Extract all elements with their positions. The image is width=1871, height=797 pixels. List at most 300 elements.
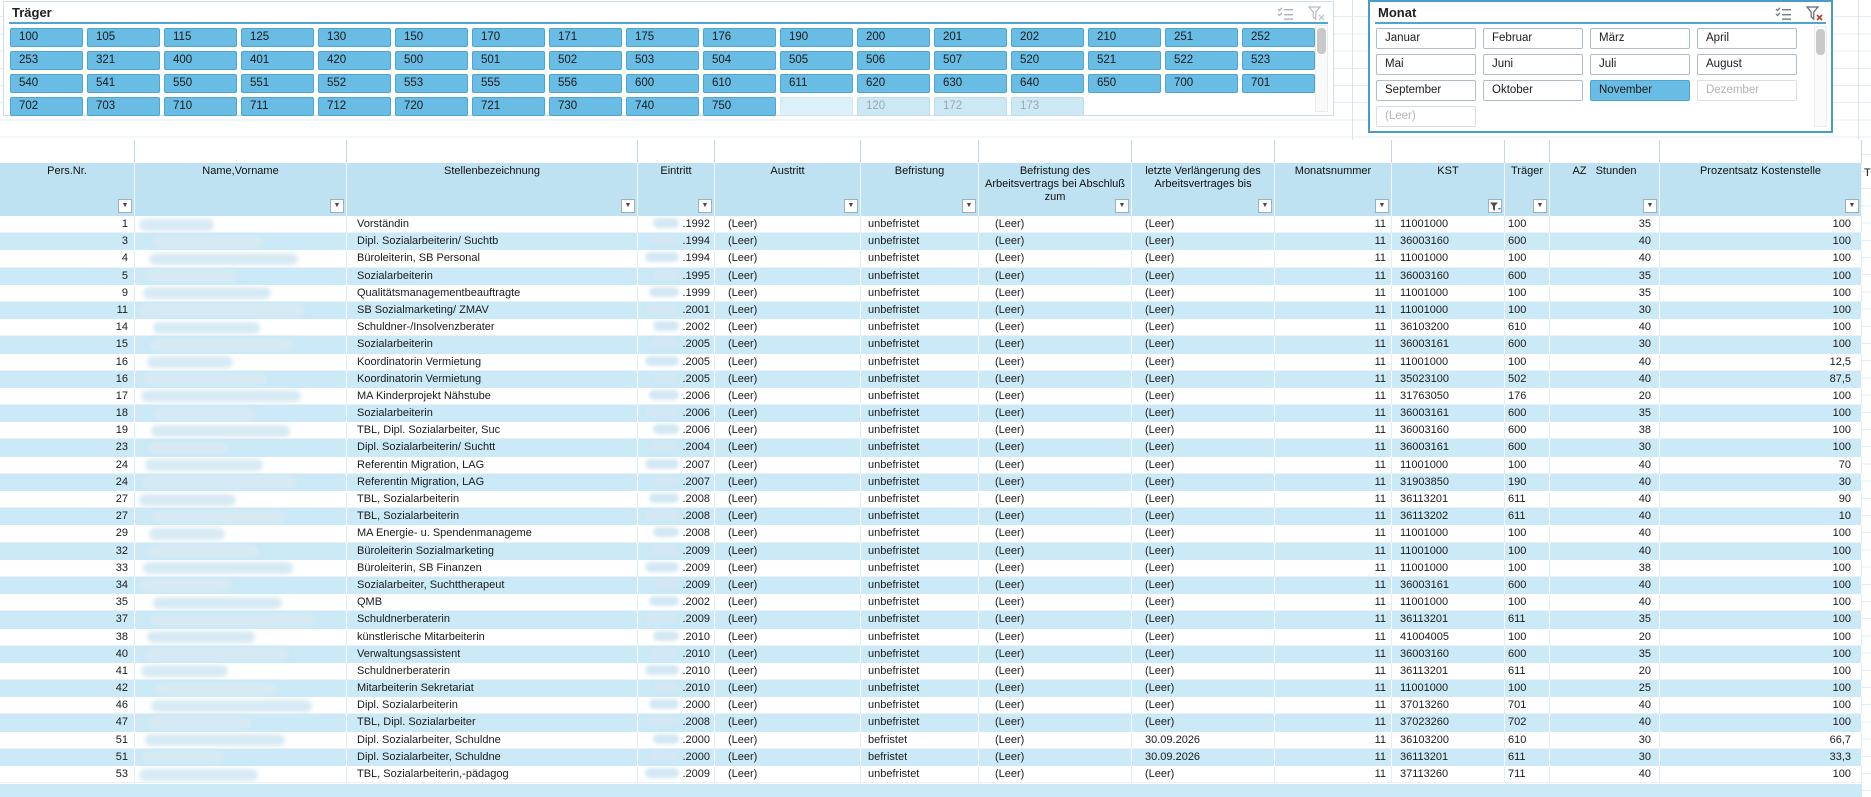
monat-slicer-scrollbar[interactable] — [1814, 26, 1827, 127]
cell-letzte-verlaengerung[interactable]: (Leer) — [1132, 663, 1275, 680]
traeger-slicer-item-502[interactable]: 502 — [549, 51, 622, 70]
cell-letzte-verlaengerung[interactable]: (Leer) — [1132, 422, 1275, 439]
cell-letzte-verlaengerung[interactable]: (Leer) — [1132, 577, 1275, 594]
cell-pers-nr[interactable]: 1 — [0, 216, 135, 233]
cell-kst[interactable]: 36113201 — [1392, 611, 1505, 628]
cell-austritt[interactable]: (Leer) — [715, 732, 861, 749]
cell-name[interactable] — [135, 525, 347, 542]
cell-kst[interactable]: 11001000 — [1392, 594, 1505, 611]
cell-befristung-abschluss[interactable]: (Leer) — [979, 508, 1132, 525]
cell-az-stunden[interactable]: 38 — [1550, 422, 1660, 439]
cell-eintritt[interactable] — [638, 457, 715, 474]
cell-prozentsatz[interactable]: 87,5 — [1660, 371, 1862, 388]
cell-letzte-verlaengerung[interactable]: (Leer) — [1132, 405, 1275, 422]
cell-kst[interactable]: 36003160 — [1392, 233, 1505, 250]
monat-slicer-item-November[interactable]: November — [1590, 80, 1690, 101]
cell-austritt[interactable]: (Leer) — [715, 354, 861, 371]
cell-monatsnummer[interactable]: 11 — [1275, 749, 1392, 766]
traeger-slicer-item-503[interactable]: 503 — [626, 51, 699, 70]
cell-name[interactable] — [135, 611, 347, 628]
traeger-slicer-item-703[interactable]: 703 — [87, 97, 160, 116]
cell-eintritt[interactable] — [638, 371, 715, 388]
cell-monatsnummer[interactable]: 11 — [1275, 285, 1392, 302]
cell-kst[interactable]: 35023100 — [1392, 371, 1505, 388]
cell-stellenbezeichnung[interactable]: Sozialarbeiter, Suchttherapeut — [347, 577, 638, 594]
cell-prozentsatz[interactable]: 100 — [1660, 560, 1862, 577]
cell-name[interactable] — [135, 714, 347, 731]
cell-kst[interactable]: 11001000 — [1392, 250, 1505, 267]
traeger-slicer-item-505[interactable]: 505 — [780, 51, 853, 70]
traeger-slicer-item-720[interactable]: 720 — [395, 97, 468, 116]
cell-pers-nr[interactable]: 23 — [0, 439, 135, 456]
cell-traeger[interactable]: 600 — [1505, 405, 1550, 422]
traeger-slicer-item-710[interactable]: 710 — [164, 97, 237, 116]
cell-pers-nr[interactable]: 38 — [0, 629, 135, 646]
cell-befristung[interactable]: unbefristet — [861, 302, 979, 319]
cell-befristung[interactable]: unbefristet — [861, 439, 979, 456]
cell-letzte-verlaengerung[interactable]: 30.09.2026 — [1132, 732, 1275, 749]
cell-prozentsatz[interactable]: 100 — [1660, 388, 1862, 405]
monat-slicer-item-März[interactable]: März — [1590, 28, 1690, 49]
cell-befristung[interactable]: unbefristet — [861, 491, 979, 508]
cell-traeger[interactable]: 100 — [1505, 560, 1550, 577]
cell-prozentsatz[interactable]: 33,3 — [1660, 749, 1862, 766]
cell-stellenbezeichnung[interactable]: Dipl. Sozialarbeiter, Schuldne — [347, 749, 638, 766]
cell-befristung[interactable]: unbefristet — [861, 508, 979, 525]
cell-austritt[interactable]: (Leer) — [715, 233, 861, 250]
cell-eintritt[interactable] — [638, 319, 715, 336]
cell-name[interactable] — [135, 732, 347, 749]
cell-befristung-abschluss[interactable]: (Leer) — [979, 474, 1132, 491]
traeger-slicer-item-712[interactable]: 712 — [318, 97, 391, 116]
traeger-slicer-item-556[interactable]: 556 — [549, 74, 622, 93]
cell-befristung-abschluss[interactable]: (Leer) — [979, 697, 1132, 714]
cell-pers-nr[interactable]: 14 — [0, 319, 135, 336]
cell-stellenbezeichnung[interactable]: Dipl. Sozialarbeiter, Schuldne — [347, 732, 638, 749]
cell-monatsnummer[interactable]: 11 — [1275, 508, 1392, 525]
cell-name[interactable] — [135, 216, 347, 233]
cell-az-stunden[interactable]: 40 — [1550, 491, 1660, 508]
cell-stellenbezeichnung[interactable]: Referentin Migration, LAG — [347, 457, 638, 474]
cell-name[interactable] — [135, 697, 347, 714]
cell-befristung-abschluss[interactable]: (Leer) — [979, 766, 1132, 783]
cell-az-stunden[interactable]: 35 — [1550, 405, 1660, 422]
traeger-slicer-item-553[interactable]: 553 — [395, 74, 468, 93]
cell-pers-nr[interactable]: 11 — [0, 302, 135, 319]
cell-pers-nr[interactable]: 32 — [0, 543, 135, 560]
traeger-slicer-item-550[interactable]: 550 — [164, 74, 237, 93]
monat-slicer-item-Mai[interactable]: Mai — [1376, 54, 1476, 75]
cell-stellenbezeichnung[interactable]: TBL, Sozialarbeiterin,-pädagog — [347, 766, 638, 783]
cell-pers-nr[interactable]: 37 — [0, 611, 135, 628]
cell-austritt[interactable]: (Leer) — [715, 680, 861, 697]
cell-prozentsatz[interactable]: 100 — [1660, 216, 1862, 233]
traeger-slicer-item-171[interactable]: 171 — [549, 28, 622, 47]
cell-az-stunden[interactable]: 40 — [1550, 233, 1660, 250]
cell-name[interactable] — [135, 543, 347, 560]
cell-letzte-verlaengerung[interactable]: (Leer) — [1132, 250, 1275, 267]
traeger-slicer-item-702[interactable]: 702 — [10, 97, 83, 116]
cell-traeger[interactable]: 100 — [1505, 457, 1550, 474]
cell-befristung[interactable]: unbefristet — [861, 646, 979, 663]
cell-letzte-verlaengerung[interactable]: (Leer) — [1132, 543, 1275, 560]
cell-name[interactable] — [135, 285, 347, 302]
cell-prozentsatz[interactable]: 12,5 — [1660, 354, 1862, 371]
cell-letzte-verlaengerung[interactable]: (Leer) — [1132, 216, 1275, 233]
cell-pers-nr[interactable]: 16 — [0, 354, 135, 371]
traeger-slicer-item-650[interactable]: 650 — [1088, 74, 1161, 93]
cell-befristung-abschluss[interactable]: (Leer) — [979, 285, 1132, 302]
cell-prozentsatz[interactable]: 66,7 — [1660, 732, 1862, 749]
cell-az-stunden[interactable]: 40 — [1550, 766, 1660, 783]
monat-slicer-item-April[interactable]: April — [1697, 28, 1797, 49]
cell-stellenbezeichnung[interactable]: Koordinatorin Vermietung — [347, 371, 638, 388]
cell-az-stunden[interactable]: 40 — [1550, 697, 1660, 714]
cell-austritt[interactable]: (Leer) — [715, 697, 861, 714]
cell-austritt[interactable]: (Leer) — [715, 577, 861, 594]
cell-letzte-verlaengerung[interactable]: (Leer) — [1132, 457, 1275, 474]
traeger-slicer-item-125[interactable]: 125 — [241, 28, 314, 47]
cell-az-stunden[interactable]: 40 — [1550, 474, 1660, 491]
cell-befristung-abschluss[interactable]: (Leer) — [979, 594, 1132, 611]
cell-kst[interactable]: 36003160 — [1392, 422, 1505, 439]
cell-befristung[interactable]: unbefristet — [861, 422, 979, 439]
cell-eintritt[interactable] — [638, 697, 715, 714]
filter-button-befristung[interactable]: ▼ — [962, 199, 976, 213]
cell-pers-nr[interactable]: 42 — [0, 680, 135, 697]
cell-az-stunden[interactable]: 30 — [1550, 732, 1660, 749]
cell-pers-nr[interactable]: 46 — [0, 697, 135, 714]
cell-eintritt[interactable] — [638, 577, 715, 594]
cell-befristung-abschluss[interactable]: (Leer) — [979, 749, 1132, 766]
cell-eintritt[interactable] — [638, 354, 715, 371]
cell-monatsnummer[interactable]: 11 — [1275, 525, 1392, 542]
traeger-slicer-item-401[interactable]: 401 — [241, 51, 314, 70]
cell-eintritt[interactable] — [638, 560, 715, 577]
cell-austritt[interactable]: (Leer) — [715, 474, 861, 491]
cell-befristung-abschluss[interactable]: (Leer) — [979, 611, 1132, 628]
traeger-slicer-item-620[interactable]: 620 — [857, 74, 930, 93]
cell-monatsnummer[interactable]: 11 — [1275, 594, 1392, 611]
traeger-slicer-item-520[interactable]: 520 — [1011, 51, 1084, 70]
cell-austritt[interactable]: (Leer) — [715, 749, 861, 766]
cell-eintritt[interactable] — [638, 439, 715, 456]
cell-monatsnummer[interactable]: 11 — [1275, 577, 1392, 594]
cell-monatsnummer[interactable]: 11 — [1275, 680, 1392, 697]
cell-pers-nr[interactable]: 47 — [0, 714, 135, 731]
cell-traeger[interactable]: 611 — [1505, 663, 1550, 680]
cell-eintritt[interactable] — [638, 422, 715, 439]
cell-eintritt[interactable] — [638, 766, 715, 783]
cell-kst[interactable]: 37023260 — [1392, 714, 1505, 731]
cell-austritt[interactable]: (Leer) — [715, 336, 861, 353]
cell-kst[interactable]: 36113201 — [1392, 749, 1505, 766]
multi-select-icon[interactable] — [1277, 6, 1294, 21]
cell-kst[interactable]: 36113201 — [1392, 663, 1505, 680]
cell-letzte-verlaengerung[interactable]: (Leer) — [1132, 525, 1275, 542]
cell-name[interactable] — [135, 749, 347, 766]
traeger-slicer-item-630[interactable]: 630 — [934, 74, 1007, 93]
cell-az-stunden[interactable]: 40 — [1550, 714, 1660, 731]
cell-monatsnummer[interactable]: 11 — [1275, 422, 1392, 439]
cell-eintritt[interactable] — [638, 491, 715, 508]
traeger-slicer-item-190[interactable]: 190 — [780, 28, 853, 47]
cell-austritt[interactable]: (Leer) — [715, 439, 861, 456]
cell-austritt[interactable]: (Leer) — [715, 422, 861, 439]
cell-befristung-abschluss[interactable]: (Leer) — [979, 388, 1132, 405]
cell-befristung[interactable]: unbefristet — [861, 216, 979, 233]
traeger-slicer-item-507[interactable]: 507 — [934, 51, 1007, 70]
cell-befristung-abschluss[interactable]: (Leer) — [979, 663, 1132, 680]
column-header-befristung-abschluss[interactable] — [979, 163, 1132, 216]
cell-austritt[interactable]: (Leer) — [715, 594, 861, 611]
cell-monatsnummer[interactable]: 11 — [1275, 474, 1392, 491]
cell-name[interactable] — [135, 268, 347, 285]
cell-austritt[interactable]: (Leer) — [715, 250, 861, 267]
cell-befristung[interactable]: unbefristet — [861, 525, 979, 542]
cell-befristung-abschluss[interactable]: (Leer) — [979, 371, 1132, 388]
cell-befristung-abschluss[interactable]: (Leer) — [979, 629, 1132, 646]
traeger-slicer-item-600[interactable]: 600 — [626, 74, 699, 93]
column-header-befristung[interactable] — [861, 163, 979, 216]
traeger-slicer-item-504[interactable]: 504 — [703, 51, 776, 70]
cell-monatsnummer[interactable]: 11 — [1275, 268, 1392, 285]
cell-pers-nr[interactable]: 41 — [0, 663, 135, 680]
cell-austritt[interactable]: (Leer) — [715, 371, 861, 388]
cell-letzte-verlaengerung[interactable]: (Leer) — [1132, 319, 1275, 336]
traeger-slicer-item-522[interactable]: 522 — [1165, 51, 1238, 70]
cell-befristung[interactable]: unbefristet — [861, 543, 979, 560]
cell-az-stunden[interactable]: 20 — [1550, 663, 1660, 680]
column-header-prozentsatz[interactable] — [1660, 163, 1862, 216]
cell-prozentsatz[interactable]: 100 — [1660, 766, 1862, 783]
cell-austritt[interactable]: (Leer) — [715, 216, 861, 233]
cell-az-stunden[interactable]: 40 — [1550, 457, 1660, 474]
traeger-slicer-item-540[interactable]: 540 — [10, 74, 83, 93]
cell-traeger[interactable]: 100 — [1505, 543, 1550, 560]
cell-traeger[interactable]: 100 — [1505, 302, 1550, 319]
cell-az-stunden[interactable]: 30 — [1550, 336, 1660, 353]
traeger-slicer-item-541[interactable]: 541 — [87, 74, 160, 93]
cell-name[interactable] — [135, 336, 347, 353]
cell-name[interactable] — [135, 646, 347, 663]
cell-name[interactable] — [135, 766, 347, 783]
cell-befristung-abschluss[interactable]: (Leer) — [979, 439, 1132, 456]
cell-austritt[interactable]: (Leer) — [715, 405, 861, 422]
cell-befristung[interactable]: unbefristet — [861, 268, 979, 285]
cell-befristung-abschluss[interactable]: (Leer) — [979, 233, 1132, 250]
cell-traeger[interactable]: 100 — [1505, 629, 1550, 646]
cell-befristung[interactable]: befristet — [861, 749, 979, 766]
monat-slicer-item-September[interactable]: September — [1376, 80, 1476, 101]
traeger-slicer-item-201[interactable]: 201 — [934, 28, 1007, 47]
cell-letzte-verlaengerung[interactable]: (Leer) — [1132, 766, 1275, 783]
cell-eintritt[interactable] — [638, 611, 715, 628]
cell-traeger[interactable]: 711 — [1505, 766, 1550, 783]
cell-traeger[interactable]: 701 — [1505, 697, 1550, 714]
cell-pers-nr[interactable]: 40 — [0, 646, 135, 663]
cell-letzte-verlaengerung[interactable]: (Leer) — [1132, 594, 1275, 611]
cell-pers-nr[interactable]: 15 — [0, 336, 135, 353]
traeger-slicer-item-501[interactable]: 501 — [472, 51, 545, 70]
cell-traeger[interactable]: 176 — [1505, 388, 1550, 405]
cell-az-stunden[interactable]: 40 — [1550, 508, 1660, 525]
cell-az-stunden[interactable]: 40 — [1550, 371, 1660, 388]
cell-kst[interactable]: 11001000 — [1392, 302, 1505, 319]
cell-kst[interactable]: 31763050 — [1392, 388, 1505, 405]
cell-az-stunden[interactable]: 35 — [1550, 611, 1660, 628]
traeger-slicer-item-120[interactable]: 120 — [857, 97, 930, 116]
cell-kst[interactable]: 11001000 — [1392, 354, 1505, 371]
traeger-slicer-item-173[interactable]: 173 — [1011, 97, 1084, 116]
cell-prozentsatz[interactable]: 100 — [1660, 319, 1862, 336]
cell-monatsnummer[interactable]: 11 — [1275, 388, 1392, 405]
cell-traeger[interactable]: 100 — [1505, 285, 1550, 302]
cell-befristung[interactable]: unbefristet — [861, 594, 979, 611]
cell-stellenbezeichnung[interactable]: Schuldnerberaterin — [347, 611, 638, 628]
cell-name[interactable] — [135, 371, 347, 388]
cell-stellenbezeichnung[interactable]: Dipl. Sozialarbeiterin — [347, 697, 638, 714]
cell-befristung-abschluss[interactable]: (Leer) — [979, 457, 1132, 474]
cell-befristung-abschluss[interactable]: (Leer) — [979, 560, 1132, 577]
traeger-slicer-item-170[interactable]: 170 — [472, 28, 545, 47]
cell-prozentsatz[interactable]: 100 — [1660, 405, 1862, 422]
cell-monatsnummer[interactable]: 11 — [1275, 405, 1392, 422]
cell-befristung[interactable]: unbefristet — [861, 629, 979, 646]
cell-prozentsatz[interactable]: 30 — [1660, 474, 1862, 491]
traeger-slicer-item-610[interactable]: 610 — [703, 74, 776, 93]
cell-eintritt[interactable] — [638, 525, 715, 542]
filter-button-prozentsatz[interactable]: ▼ — [1845, 199, 1859, 213]
cell-letzte-verlaengerung[interactable]: (Leer) — [1132, 268, 1275, 285]
cell-austritt[interactable]: (Leer) — [715, 525, 861, 542]
cell-prozentsatz[interactable]: 100 — [1660, 680, 1862, 697]
cell-prozentsatz[interactable]: 100 — [1660, 594, 1862, 611]
monat-slicer-item-August[interactable]: August — [1697, 54, 1797, 75]
monat-slicer-item-Juni[interactable]: Juni — [1483, 54, 1583, 75]
cell-austritt[interactable]: (Leer) — [715, 388, 861, 405]
cell-kst[interactable]: 11001000 — [1392, 680, 1505, 697]
traeger-slicer-item-253[interactable]: 253 — [10, 51, 83, 70]
cell-letzte-verlaengerung[interactable]: (Leer) — [1132, 439, 1275, 456]
cell-eintritt[interactable] — [638, 714, 715, 731]
cell-az-stunden[interactable]: 40 — [1550, 319, 1660, 336]
traeger-slicer-item-130[interactable]: 130 — [318, 28, 391, 47]
cell-pers-nr[interactable]: 33 — [0, 560, 135, 577]
cell-stellenbezeichnung[interactable]: Schuldnerberaterin — [347, 663, 638, 680]
cell-befristung[interactable]: unbefristet — [861, 680, 979, 697]
cell-befristung[interactable]: unbefristet — [861, 560, 979, 577]
cell-az-stunden[interactable]: 35 — [1550, 285, 1660, 302]
cell-pers-nr[interactable]: 4 — [0, 250, 135, 267]
traeger-slicer-item-175[interactable]: 175 — [626, 28, 699, 47]
cell-prozentsatz[interactable]: 90 — [1660, 491, 1862, 508]
cell-monatsnummer[interactable]: 11 — [1275, 336, 1392, 353]
cell-eintritt[interactable] — [638, 302, 715, 319]
cell-kst[interactable]: 36003161 — [1392, 405, 1505, 422]
column-header-traeger[interactable] — [1505, 163, 1550, 216]
cell-stellenbezeichnung[interactable]: QMB — [347, 594, 638, 611]
cell-stellenbezeichnung[interactable]: Büroleiterin, SB Personal — [347, 250, 638, 267]
cell-pers-nr[interactable]: 51 — [0, 732, 135, 749]
cell-befristung-abschluss[interactable]: (Leer) — [979, 336, 1132, 353]
cell-eintritt[interactable] — [638, 543, 715, 560]
cell-letzte-verlaengerung[interactable]: (Leer) — [1132, 371, 1275, 388]
cell-pers-nr[interactable]: 18 — [0, 405, 135, 422]
cell-name[interactable] — [135, 560, 347, 577]
cell-az-stunden[interactable]: 35 — [1550, 216, 1660, 233]
column-header-letzte-verlaengerung[interactable] — [1132, 163, 1275, 216]
cell-prozentsatz[interactable]: 100 — [1660, 697, 1862, 714]
cell-prozentsatz[interactable]: 10 — [1660, 508, 1862, 525]
cell-prozentsatz[interactable]: 100 — [1660, 714, 1862, 731]
monat-slicer-item-Juli[interactable]: Juli — [1590, 54, 1690, 75]
cell-stellenbezeichnung[interactable]: Mitarbeiterin Sekretariat — [347, 680, 638, 697]
cell-letzte-verlaengerung[interactable]: (Leer) — [1132, 508, 1275, 525]
cell-stellenbezeichnung[interactable]: MA Energie- u. Spendenmanageme — [347, 525, 638, 542]
column-header-stellenbezeichnung[interactable] — [347, 163, 638, 216]
cell-name[interactable] — [135, 577, 347, 594]
cell-prozentsatz[interactable]: 100 — [1660, 577, 1862, 594]
cell-pers-nr[interactable]: 9 — [0, 285, 135, 302]
cell-monatsnummer[interactable]: 11 — [1275, 766, 1392, 783]
monat-slicer-item-Dezember[interactable]: Dezember — [1697, 80, 1797, 101]
traeger-slicer-item-200[interactable]: 200 — [857, 28, 930, 47]
scrollbar-thumb[interactable] — [1816, 29, 1825, 55]
cell-kst[interactable]: 11001000 — [1392, 457, 1505, 474]
traeger-slicer-item-150[interactable]: 150 — [395, 28, 468, 47]
cell-name[interactable] — [135, 319, 347, 336]
cell-stellenbezeichnung[interactable]: Büroleiterin, SB Finanzen — [347, 560, 638, 577]
cell-traeger[interactable]: 600 — [1505, 233, 1550, 250]
cell-befristung-abschluss[interactable]: (Leer) — [979, 302, 1132, 319]
scrollbar-thumb[interactable] — [1317, 28, 1326, 54]
cell-az-stunden[interactable]: 40 — [1550, 577, 1660, 594]
cell-eintritt[interactable] — [638, 646, 715, 663]
cell-az-stunden[interactable]: 40 — [1550, 543, 1660, 560]
cell-eintritt[interactable] — [638, 388, 715, 405]
cell-befristung[interactable]: unbefristet — [861, 697, 979, 714]
cell-letzte-verlaengerung[interactable]: (Leer) — [1132, 491, 1275, 508]
cell-letzte-verlaengerung[interactable]: (Leer) — [1132, 697, 1275, 714]
cell-az-stunden[interactable]: 30 — [1550, 302, 1660, 319]
cell-traeger[interactable]: 702 — [1505, 714, 1550, 731]
cell-befristung[interactable]: unbefristet — [861, 285, 979, 302]
filter-button-eintritt[interactable]: ▼ — [698, 199, 712, 213]
cell-pers-nr[interactable]: 34 — [0, 577, 135, 594]
monat-slicer-item-Februar[interactable]: Februar — [1483, 28, 1583, 49]
cell-letzte-verlaengerung[interactable]: (Leer) — [1132, 233, 1275, 250]
cell-letzte-verlaengerung[interactable]: (Leer) — [1132, 629, 1275, 646]
cell-pers-nr[interactable]: 51 — [0, 749, 135, 766]
traeger-slicer-scrollbar[interactable] — [1315, 25, 1328, 112]
cell-prozentsatz[interactable]: 100 — [1660, 268, 1862, 285]
traeger-slicer-item-172[interactable]: 172 — [934, 97, 1007, 116]
cell-kst[interactable]: 36103200 — [1392, 732, 1505, 749]
cell-befristung[interactable]: unbefristet — [861, 405, 979, 422]
traeger-slicer-item-551[interactable]: 551 — [241, 74, 314, 93]
cell-traeger[interactable]: 600 — [1505, 439, 1550, 456]
cell-stellenbezeichnung[interactable]: Referentin Migration, LAG — [347, 474, 638, 491]
cell-stellenbezeichnung[interactable]: Dipl. Sozialarbeiterin/ Suchtb — [347, 233, 638, 250]
cell-traeger[interactable]: 502 — [1505, 371, 1550, 388]
cell-austritt[interactable]: (Leer) — [715, 319, 861, 336]
cell-stellenbezeichnung[interactable]: TBL, Dipl. Sozialarbeiter, Suc — [347, 422, 638, 439]
cell-stellenbezeichnung[interactable]: Sozialarbeiterin — [347, 405, 638, 422]
cell-prozentsatz[interactable]: 100 — [1660, 439, 1862, 456]
cell-pers-nr[interactable]: 5 — [0, 268, 135, 285]
cell-kst[interactable]: 36003161 — [1392, 577, 1505, 594]
